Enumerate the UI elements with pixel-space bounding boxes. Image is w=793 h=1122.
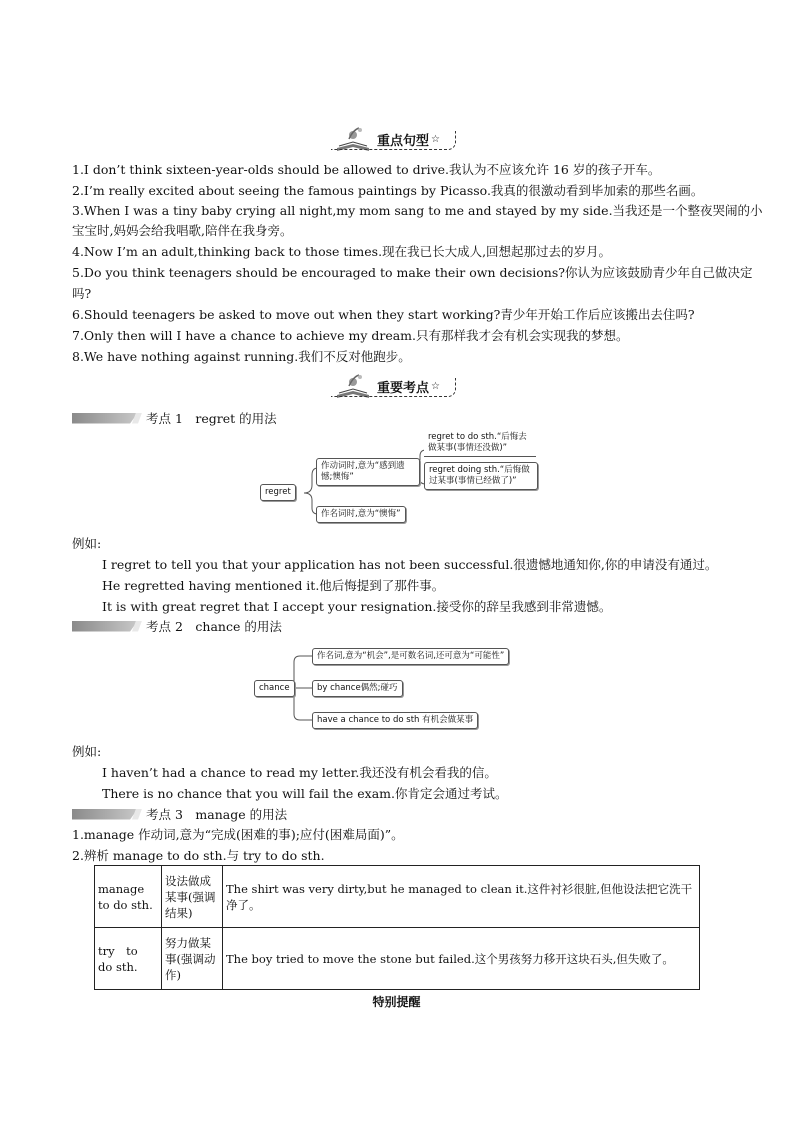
star-icon: ☆ — [431, 380, 440, 392]
kaodian-label: 考点 3 manage 的用法 — [146, 807, 288, 822]
table-cell: manage to do sth. — [95, 866, 162, 928]
paragraph-line: 2.辨析 manage to do sth.与 try to do sth. — [72, 848, 325, 863]
section-banner-key-points — [333, 369, 456, 403]
sentence-line: 3.When I was a tiny baby crying all night,my mom sang to me and stayed by my side.当我还是一个整夜哭闹的小 — [72, 203, 763, 218]
paragraph-line: 1.manage 作动词,意为“完成(困难的事);应付(困难局面)”。 — [72, 827, 404, 842]
heading-bar-icon — [72, 621, 138, 632]
example-label: 例如: — [72, 744, 102, 759]
mindmap-node-noun: 作名词时,意为“懊悔” — [316, 506, 406, 523]
sentence-line: 6.Should teenagers be asked to move out when they start working?青少年开始工作后应该搬出去住吗? — [72, 307, 695, 322]
sentence-line: 1.I don’t think sixteen-year-olds should be allowed to drive.我认为不应该允许 16 岁的孩子开车。 — [72, 162, 661, 177]
kaodian-1-heading — [72, 410, 277, 426]
table-cell: try to do sth. — [95, 928, 162, 990]
mindmap-node-b: by chance偶然;碰巧 — [312, 680, 403, 697]
sentence-line: 吗? — [72, 286, 92, 301]
example-line: I haven’t had a chance to read my letter.我还没有机会看我的信。 — [102, 765, 497, 780]
example-line: It is with great regret that I accept your resignation.接受你的辞呈我感到非常遗憾。 — [102, 599, 612, 614]
table-row — [95, 866, 700, 928]
mindmap-node-verb-a: regret to do sth.“后悔去做某事(事情还没做)” — [424, 430, 536, 457]
sentence-line: 7.Only then will I have a chance to achieve my dream.只有那样我才会有机会实现我的梦想。 — [72, 328, 629, 343]
mindmap-root-regret: regret — [260, 484, 296, 501]
sentence-line: 宝宝时,妈妈会给我唱歌,陪伴在我身旁。 — [72, 223, 293, 238]
table-cell: 努力做某事(强调动作) — [162, 928, 223, 990]
mindmap-root-chance: chance — [254, 680, 295, 697]
example-label: 例如: — [72, 536, 102, 551]
mindmap-node-verb-b: regret doing sth.“后悔做过某事(事情已经做了)” — [424, 462, 538, 490]
sentence-line: 2.I’m really excited about seeing the famous paintings by Picasso.我真的很激动看到毕加索的那些名画。 — [72, 183, 704, 198]
star-icon: ☆ — [431, 133, 440, 145]
sentence-line: 5.Do you think teenagers should be encouraged to make their own decisions?你认为应该鼓励青少年自己做决定 — [72, 265, 753, 280]
kaodian-label: 考点 1 regret 的用法 — [146, 411, 277, 426]
heading-bar-icon — [72, 809, 138, 820]
table-row — [95, 928, 700, 990]
table-cell: 设法做成某事(强调结果) — [162, 866, 223, 928]
sentence-line: 4.Now I’m an adult,thinking back to those times.现在我已长大成人,回想起那过去的岁月。 — [72, 244, 612, 259]
mindmap-node-a: 作名词,意为“机会”,是可数名词,还可意为“可能性” — [312, 648, 509, 665]
heading-bar-icon — [72, 413, 138, 424]
table-cell: The boy tried to move the stone but failed.这个男孩努力移开这块石头,但失败了。 — [223, 928, 700, 990]
table-cell: The shirt was very dirty,but he managed to clean it.这件衬衫很脏,但他设法把它洗干净了。 — [223, 866, 700, 928]
section-banner-key-sentences — [333, 122, 456, 156]
comparison-table — [94, 865, 700, 990]
kaodian-label: 考点 2 chance 的用法 — [146, 619, 282, 634]
sentence-line: 8.We have nothing against running.我们不反对他跑步。 — [72, 349, 411, 364]
banner-title: 重点句型 — [377, 133, 430, 149]
note-heading: 特别提醒 — [372, 995, 421, 1009]
kaodian-3-heading — [72, 806, 287, 822]
example-line: I regret to tell you that your application has not been successful.很遗憾地通知你,你的申请没有通过。 — [102, 557, 718, 572]
banner-title: 重要考点 — [377, 380, 430, 396]
mindmap-node-verb: 作动词时,意为“感到遗憾;懊悔” — [316, 458, 420, 486]
example-line: There is no chance that you will fail the exam.你肯定会通过考试。 — [102, 786, 508, 801]
example-line: He regretted having mentioned it.他后悔提到了那件事。 — [102, 578, 445, 593]
kaodian-2-heading — [72, 618, 282, 634]
mindmap-node-c: have a chance to do sth 有机会做某事 — [312, 712, 478, 729]
